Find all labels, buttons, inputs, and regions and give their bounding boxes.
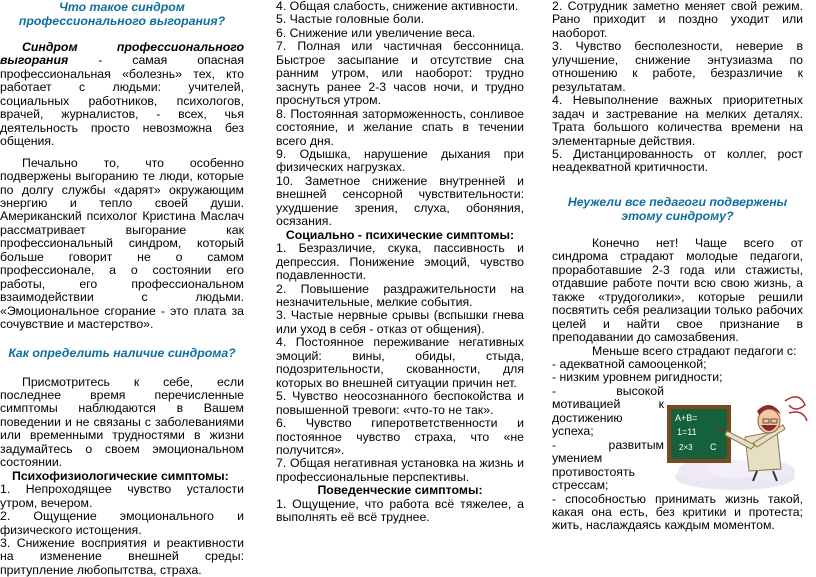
- board-formula-1: A+B=: [675, 413, 698, 423]
- trait-item-1: - адекватной самооценкой;: [552, 356, 707, 371]
- heading-all-teachers: Неужели все педагоги подвержены этому синдрому?: [567, 194, 788, 223]
- definition-term: Синдром профессионального выгорания: [0, 40, 244, 68]
- psy-item-3: 3. Снижение восприятия и реактивности на изменение внешней среды: притупление любопытства, страха.: [0, 536, 244, 577]
- psy-item-5: 5. Частые головные боли.: [276, 12, 425, 27]
- paragraph-maslach: Печально то, что особенно подвержены выгоранию те люди, которые по долгу службы «дарят» окружающим энергию и тепло своей души. Американский психолог Кристина Маслач рассматривает выгорание как профессиональный синдром, который больше говорит не о самом профессионале, а о состоянии его работы, его профессиональном взаимодействии с людьми. «Эмоциональное сгорание - это плата за сочувствие и мастерство».: [0, 155, 244, 332]
- trait-item-3: - высокой мотивацией к достижению успеха;: [552, 383, 664, 439]
- heading-what-is-burnout: Что такое синдром профессионального выгорания?: [18, 0, 226, 28]
- soc-item-5: 5. Чувство неосознанного беспокойства и повышенной тревоги: «что-то не так».: [276, 389, 524, 417]
- beh-item-5: 5. Дистанцированность от коллег, рост неадекватной критичности.: [552, 146, 803, 175]
- psy-item-9: 9. Одышка, нарушение дыхания при физических нагрузках.: [276, 146, 524, 175]
- soc-item-7: 7. Общая негативная установка на жизнь и профессиональные перспективы.: [276, 456, 524, 484]
- soc-item-3: 3. Частые нервные срывы (вспышки гнева или уход в себя - отказ от общения).: [276, 308, 524, 336]
- definition-text: - самая опасная профессиональная «болезнь» тех, кто работает с людьми: учителей, социальных работников, психологов, врачей, журналистов, - всех, чья деятельность просто невозможна без общения.: [0, 53, 244, 149]
- psy-item-1: 1. Непроходящее чувство усталости утром, вечером.: [0, 482, 244, 510]
- definition-paragraph: [0, 41, 244, 149]
- teacher-chalkboard-illustration: [665, 385, 811, 495]
- column-2: [276, 0, 524, 550]
- soc-item-1: 1. Безразличие, скука, пассивность и депрессия. Понижение эмоций, чувство подавленности.: [276, 241, 524, 283]
- psy-item-8: 8. Постоянная заторможенность, сонливое состояние, и желание спать в течении всего дня.: [276, 106, 524, 148]
- column-1: [0, 0, 244, 577]
- beh-item-2: 2. Сотрудник заметно меняет свой режим. Рано приходит и поздно уходит или наоборот.: [552, 0, 803, 40]
- paragraph-look-at-yourself: Присмотритесь к себе, если последнее время перечисленные симптомы наблюдаются в Вашем поведении и не связаны с заболеваниями или временными трудностями в жизни задумайтесь о своем эмоциональном состоянии.: [0, 374, 244, 470]
- trait-item-4: - развитым умением противостоять стрессам;: [552, 437, 664, 493]
- board-formula-3: 2×3: [679, 443, 693, 452]
- heading-psychophysiological: Психофизиологические симптомы:: [12, 468, 229, 483]
- paragraph-least-suffer: Меньше всего страдают педагоги с:: [592, 343, 797, 358]
- psy-item-4: 4. Общая слабость, снижение активности.: [276, 0, 519, 13]
- psy-item-10: 10. Заметное снижение внутренней и внешней сенсорной чувствительности: ухудшение зрения, слуха, обоняния, осязания.: [276, 173, 524, 229]
- board-formula-2: 1=11: [677, 427, 697, 437]
- psy-item-7: 7. Полная или частичная бессонница. Быстрое засыпание и отсутствие сна ранним утром, или наоборот: трудно заснуть ранее 2-3 часов ночи, и трудно проснуться утром.: [276, 39, 524, 108]
- heading-behavioral: Поведенческие симптомы:: [317, 483, 483, 498]
- trait-item-5: - способностью принимать жизнь такой, какая она есть, без критики и протеста; жить, наслаждаясь каждым моментом.: [552, 491, 803, 533]
- swirl-decoration: [785, 397, 807, 421]
- soc-item-4: 4. Постоянное переживание негативных эмоций: вины, обиды, стыда, подозрительности, скованности, для которых во внешней ситуации причин нет.: [276, 335, 524, 390]
- heading-social-psychic: Социально - психические симптомы:: [285, 227, 515, 242]
- beh-item-1: 1. Ощущение, что работа всё тяжелее, а выполнять её всё труднее.: [276, 496, 524, 525]
- soc-item-2: 2. Повышение раздражительности на незначительные, мелкие события.: [276, 281, 524, 310]
- heading-how-to-detect: Как определить наличие синдрома?: [8, 345, 236, 360]
- trait-item-2: - низким уровнем ригидности;: [552, 370, 723, 385]
- psy-item-6: 6. Снижение или увеличение веса.: [276, 25, 476, 40]
- soc-item-6: 6. Чувство гиперответственности и постоянное чувство страха, что «не получится».: [276, 416, 524, 457]
- chalkboard: [667, 405, 731, 463]
- beh-item-4: 4. Невыполнение важных приоритетных задач и застревание на мелких деталях. Трата большого количества времени на элементарные действия.: [552, 93, 803, 148]
- psy-item-2: 2. Ощущение эмоционального и физического истощения.: [0, 509, 244, 537]
- beh-item-3: 3. Чувство бесполезности, неверие в улучшение, снижение энтузиазма по отношению к работе, безразличие к результатам.: [552, 39, 803, 94]
- board-formula-4: C: [710, 442, 717, 452]
- paragraph-of-course-not: Конечно нет! Чаще всего от синдрома страдают молодые педагоги, проработавшие 2-3 года или стажисты, отдавшие работе почти всю свою жизнь, а также «трудоголики», которые решили посвятить себя реализации только рабочих целей и найти свое признание в преподавании до самозабвения.: [552, 235, 803, 345]
